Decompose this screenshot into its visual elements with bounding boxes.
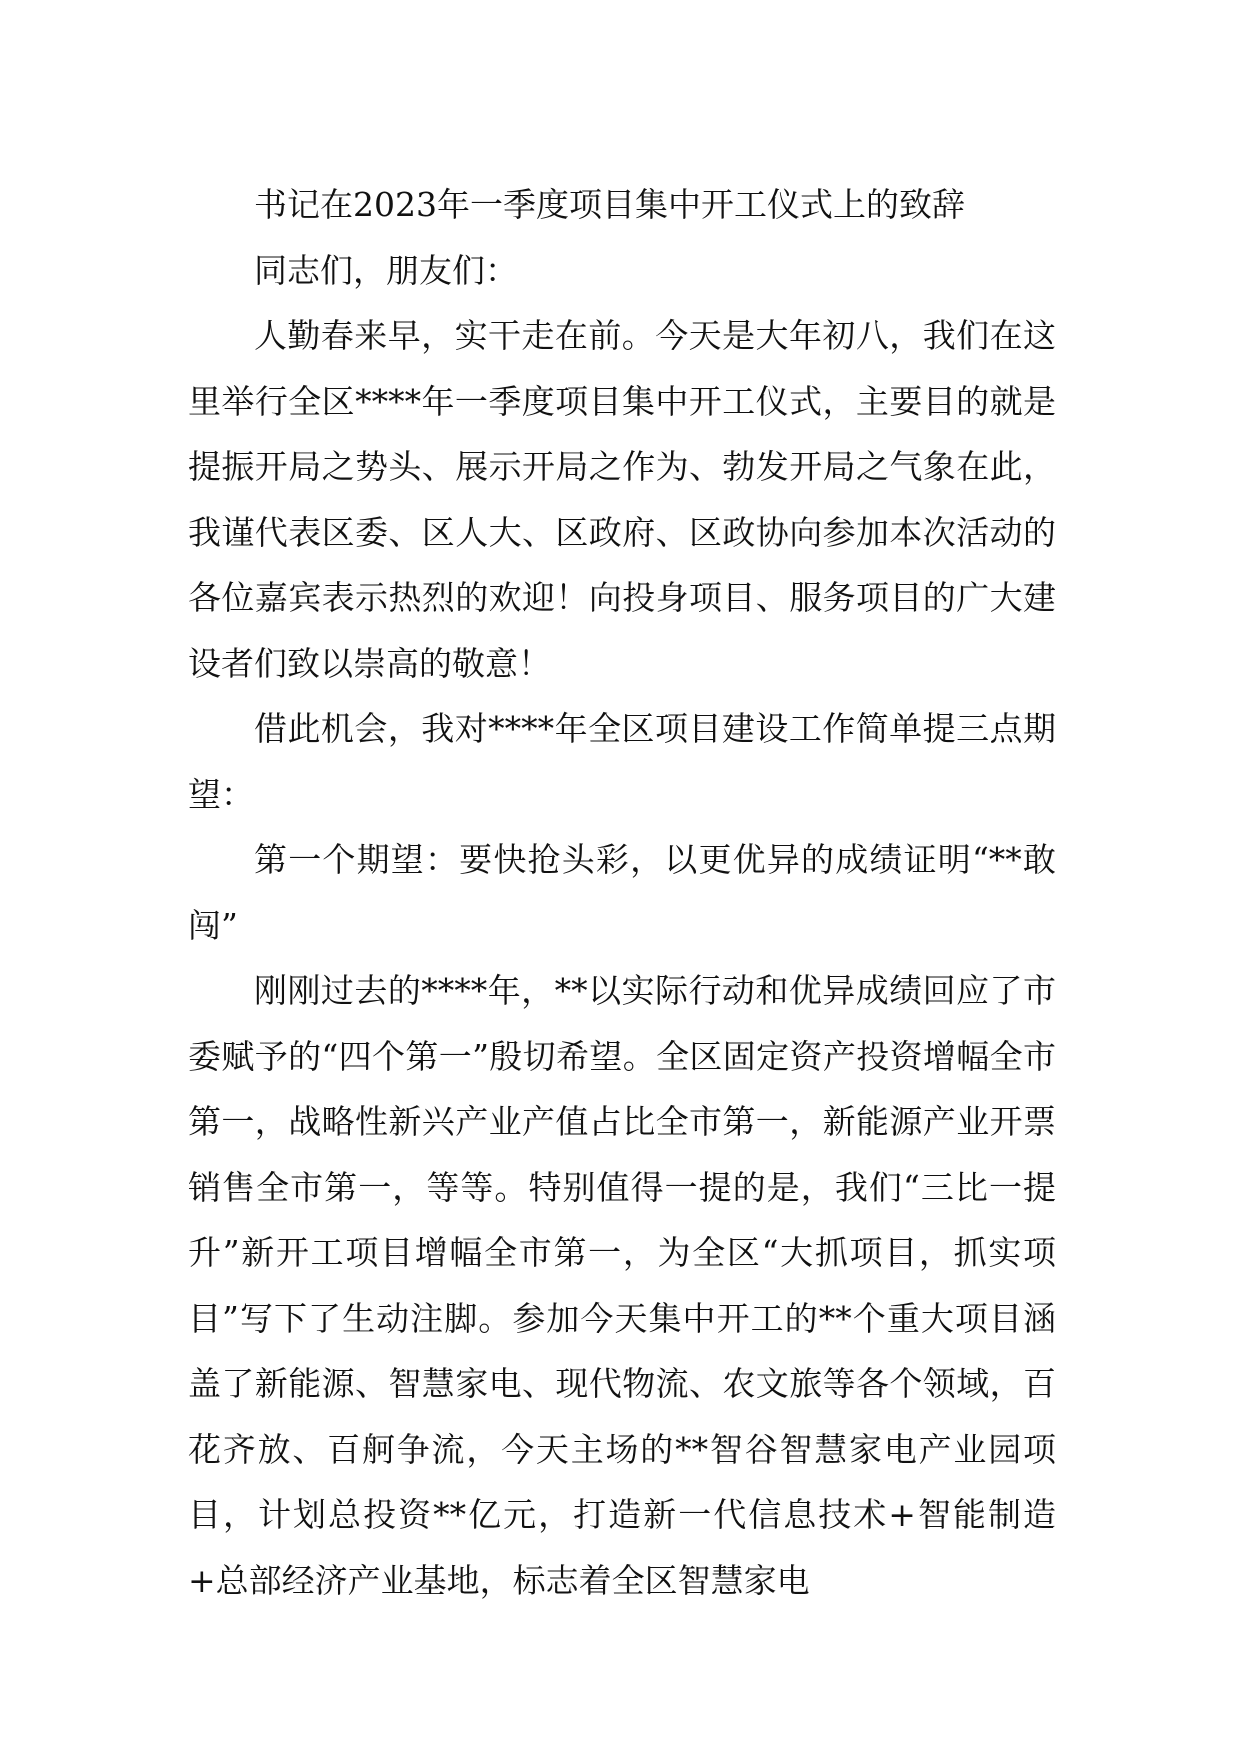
salutation: 同志们，朋友们： — [254, 250, 518, 290]
paragraph-past-year-achievements: 刚刚过去的****年，**以实际行动和优异成绩回应了市委赋予的“四个第一”殷切希望。全区固定资产投资增幅全市第一，战略性新兴产业产值占比全市第一，新能源产业开票销售全市第一，等等。特别值得一提的是，我们“三比一提升”新开工项目增幅全市第一，为全区“大抓项目，抓实项目”写下了生动注脚。参加今天集中开工的**个重大项目涵盖了新能源、智慧家电、现代物流、农文旅等各个领域，百花齐放、百舸争流，今天主场的**智谷智慧家电产业园项目，计划总投资**亿元，打造新一代信息技术+智能制造+总部经济产业基地，标志着全区智慧家电 — [188, 971, 1056, 1600]
paragraph-expectations-intro: 借此机会，我对****年全区项目建设工作简单提三点期望： — [188, 709, 1056, 814]
document-body — [188, 172, 1056, 1613]
document-title: 书记在2023年一季度项目集中开工仪式上的致辞 — [254, 185, 965, 224]
paragraph-opening: 人勤春来早，实干走在前。今天是大年初八，我们在这里举行全区****年一季度项目集中开工仪式，主要目的就是提振开局之势头、展示开局之作为、勃发开局之气象在此，我谨代表区委、区人大、区政府、区政协向参加本次活动的各位嘉宾表示热烈的欢迎！向投身项目、服务项目的广大建设者们致以崇高的敬意！ — [188, 316, 1056, 683]
paragraph-first-expectation-heading: 第一个期望：要快抢头彩，以更优异的成绩证明“**敢闯” — [188, 840, 1056, 945]
